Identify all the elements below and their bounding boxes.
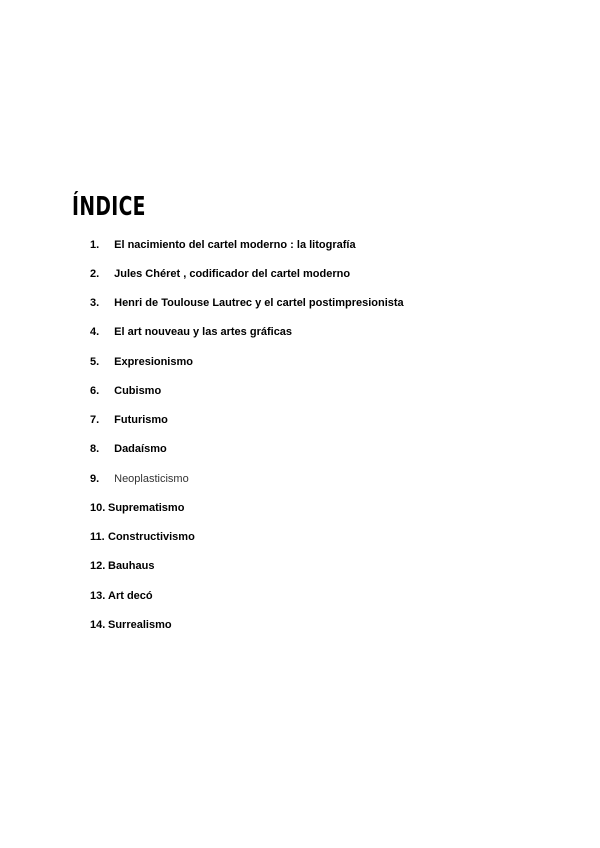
toc-item [90,435,404,464]
toc-item [90,259,404,288]
toc-item-number: 10. [90,501,106,514]
toc-item-number: 6. [90,384,100,397]
toc-item-label: Surrealismo [108,618,172,631]
toc-item [90,493,404,522]
toc-item [90,376,404,405]
toc-item-label: El nacimiento del cartel moderno : la litografía [114,238,356,251]
toc-item-number: 12. [90,560,106,573]
toc-item-label: Expresionismo [114,355,193,368]
toc-item-number: 1. [90,238,100,251]
toc-item-label: Bauhaus [108,560,155,573]
toc-item [90,581,404,610]
toc-item [90,552,404,581]
toc-item-number: 14. [90,618,106,631]
toc-item-label: El art nouveau y las artes gráficas [114,326,293,339]
toc-item-label: Art decó [108,589,153,602]
toc-item [90,406,404,435]
page-title: ÍNDICE [72,192,146,222]
toc-item-label: Futurismo [114,414,168,427]
toc-item-number: 7. [90,414,100,427]
toc-item [90,523,404,552]
toc-item [90,318,404,347]
toc-item-label: Neoplasticismo [114,472,189,485]
toc-item-number: 5. [90,355,100,368]
toc-item-label: Dadaísmo [114,443,167,456]
toc-item-label: Constructivismo [108,531,195,544]
toc-item-label: Jules Chéret , codificador del cartel moderno [114,267,351,280]
toc-item [90,230,404,259]
toc-item [90,289,404,318]
toc-item [90,464,404,493]
toc-item-label: Suprematismo [108,501,185,514]
toc-item [90,347,404,376]
toc-item-label: Cubismo [114,384,162,397]
toc-item-number: 9. [90,472,100,485]
toc-item-number: 11. [90,531,105,544]
toc-item-number: 2. [90,267,100,280]
table-of-contents [90,230,404,640]
toc-item-label: Henri de Toulouse Lautrec y el cartel postimpresionista [114,297,404,310]
toc-item-number: 13. [90,589,106,602]
toc-item-number: 3. [90,297,100,310]
toc-item-number: 8. [90,443,100,456]
toc-item-number: 4. [90,326,100,339]
toc-item [90,610,404,639]
